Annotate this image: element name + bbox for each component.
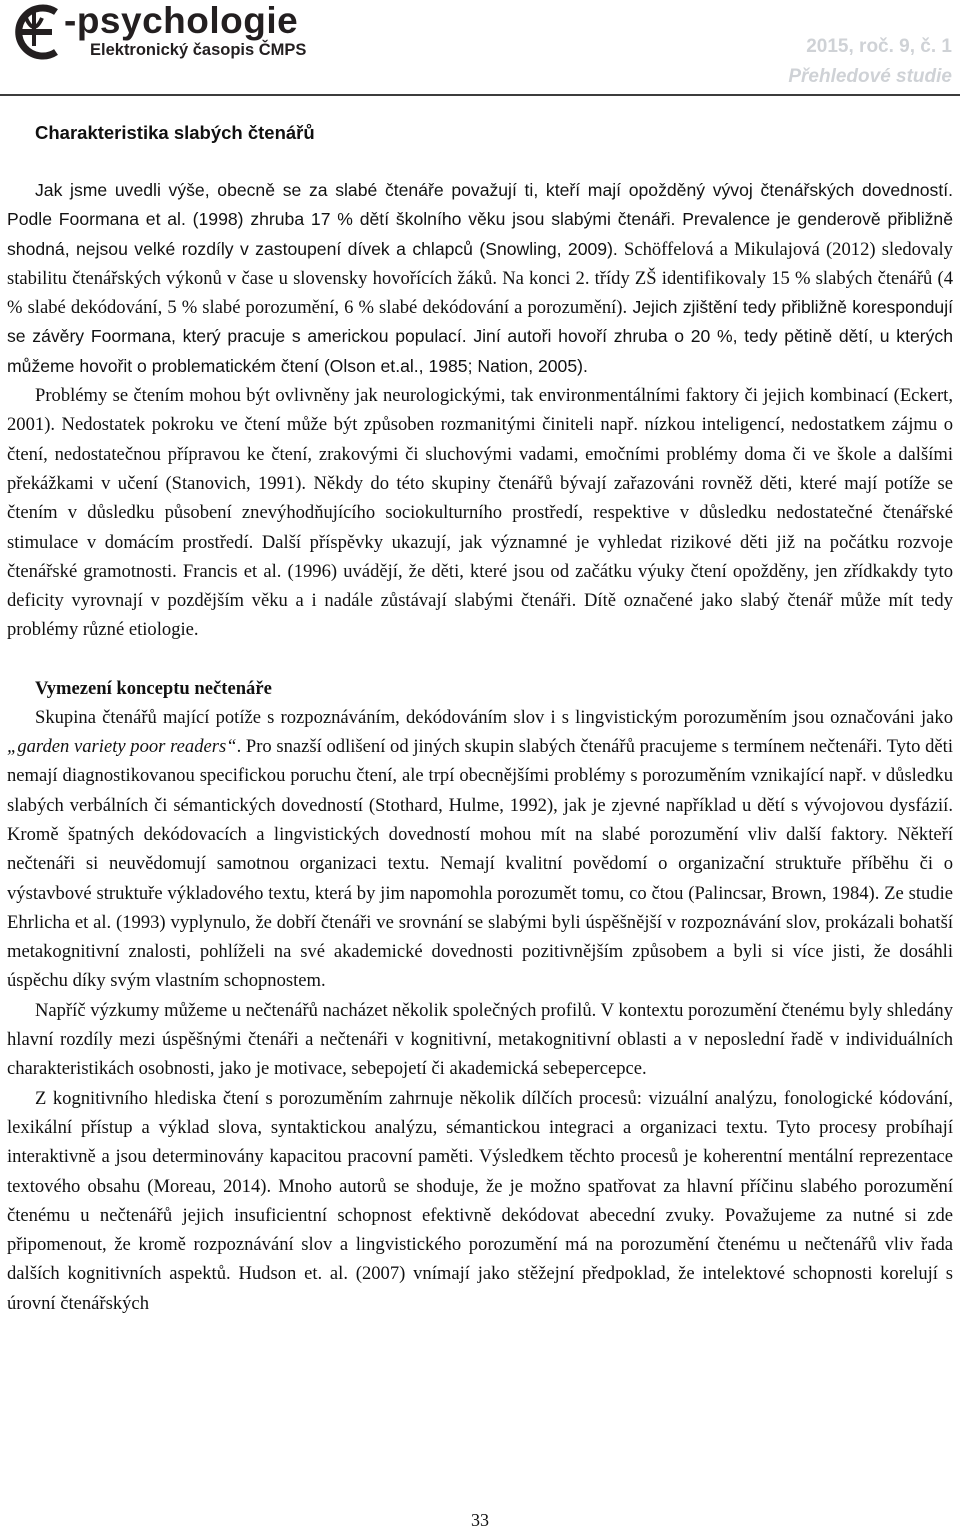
header-divider (0, 94, 960, 96)
section-spacer (7, 645, 953, 674)
psi-logo-icon (4, 2, 64, 62)
paragraph-causes: Problémy se čtením mohou být ovlivněny jak neurologickými, tak environmentálními faktory či jejich kombinací (Eckert, 2001). Nedostatek pokroku ve čtení může být způsoben rozmanitými činiteli např. nízkou inteligencí, nedostatkem zájmu o čtení, nedostatečnou přípravou ke čtení, zrakovými či sluchovými vadami, emočními problémy doma či ve škole a dalšími překážkami v učení (Stanovich, 1991). Někdy do této skupiny čtenářů bývají zařazováni rovněž děti, které mají potíže se čtením v důsledku působení znevýhodňujícího sociokulturního prostředí, respektive v důsledku nedostatečné čtenářské stimulace v domácím prostředí. Další příspěvky ukazují, jak významné je vyhledat rizikové děti již na počátku rozvoje čtenářské gramotnosti. Francis et al. (1996) uvádějí, že děti, které jsou od začátku výuky čtení opožděny, jen zřídkakdy tyto deficity vyrovnají v pozdějším věku a i nadále zůstávají slabými čtenáři. Dítě označené jako slabý čtenář může mít tedy problémy různé etiologie. (7, 385, 953, 641)
section-heading-weak-readers: Charakteristika slabých čtenářů (35, 122, 315, 143)
page-number: 33 (471, 1510, 489, 1530)
section-heading-non-readers: Vymezení konceptu nečtenáře (35, 677, 272, 699)
paragraph-garden-variety-part2: . Pro snazší odlišení od jiných skupin slabých čtenářů pracujeme s termínem nečtenáři. Tyto děti nemají diagnostikovanou specifickou poruchu čtení, ale trpí obecnějšími problémy s porozuměním vznikající např. v důsledku slabých verbálních či sémantických dovedností (Stothard, Hulme, 1992), jak je zjevné například u dětí s vývojovou dysfázií. Kromě špatných dekódovacích a lingvistických dovedností mohou mít na slabé porozumění vliv další faktory. Někteří nečtenáři si neuvědomují samotnou organizaci textu. Nemají kvalitní povědomí o organizační struktuře příběhu či o výstavbové struktuře výkladového textu, která by jim napomohla porozumět tomu, co čtou (Palincsar, Brown, 1984). Ze studie Ehrlicha et al. (1993) vyplynulo, že dobří čtenáři ve srovnání se slabými byli úspěšnější v rozpoznávání slov, prokázali bohatší metakognitivní znalosti, pohlíželi na své akademické dovednosti pozitivnějším způsobem a byli si více jisti, že dosáhli úspěchu díky svým vlastním schopnostem. (7, 736, 953, 992)
paragraph-garden-variety-part1: Skupina čtenářů mající potíže s rozpoznáváním, dekódováním slov i s lingvistickým porozuměním jsou označováni jako (35, 706, 953, 728)
journal-header (0, 0, 960, 100)
paragraph-prevalence-part3: Jejich zjištění tedy přibližně korespondují se závěry Foormana, který pracuje s americkou populací. Jiní autoři hovoří zhruba o 20 %, tedy pětině dětí, u kterých můžeme hovořit o problematickém čtení (Olson et.al., 1985; Nation, 2005). (7, 297, 953, 376)
logo-title: -psychologie (64, 0, 299, 41)
issue-label: 2015, roč. 9, č. 1 (806, 36, 952, 57)
logo-subtitle: Elektronický časopis ČMPS (90, 41, 307, 59)
paragraph-prevalence-part1: Jak jsme uvedli výše, obecně se za slabé čtenáře považují ti, kteří mají opožděný vývoj čtenářských dovedností. Podle Foormana et al. (1998) zhruba 17 % dětí školního věku jsou slabými čtenáři. Prevalence je genderově přibližně shodná, nejsou velké rozdíly v zastoupení dívek a chlapců (Snowling, 2009). (7, 180, 953, 259)
article-body (7, 118, 953, 1318)
paragraph-prevalence-part2: Schöffelová a Mikulajová (2012) sledovaly stabilitu čtenářských výkonů v čase u slovensky hovořících žáků. Na konci 2. třídy ZŠ identifikovaly 15 % slabých čtenářů (4 % slabé dekódování, 5 % slabé porozumění, 6 % slabé dekódování a porozumění). (7, 238, 953, 319)
journal-logo (4, 2, 364, 64)
garden-variety-term: „garden variety poor readers“ (7, 736, 237, 758)
paragraph-cognitive: Z kognitivního hlediska čtení s porozuměním zahrnuje několik dílčích procesů: vizuální analýzu, fonologické kódování, lexikální přístup a výklad slova, syntaktickou analýzu, sémantickou integraci a organizaci textu. Tyto procesy probíhají interaktivně a jsou determinovány kapacitou pracovní paměti. Výsledkem těchto procesů je koherentní mentální reprezentace textového obsahu (Moreau, 2014). Mnoho autorů se shoduje, že je možno spatřovat za hlavní příčinu slabého porozumění čtenému u nečtenářů jejich insuficientní schopnost efektivně dekódovat abecední zvuky. Považujeme za nutné si zde připomenout, že kromě rozpoznávání slov a lingvistického porozumění má na porozumění čtenému u nečtenářů vliv řada dalších kognitivních aspektů. Hudson et. al. (2007) vnímají jako stěžejní předpoklad, že intelektové schopnosti korelují s úrovní čtenářských (7, 1087, 953, 1314)
category-label: Přehledové studie (788, 66, 952, 87)
paragraph-prevalence (7, 176, 953, 381)
paragraph-garden-variety (7, 703, 953, 996)
paragraph-profiles: Napříč výzkumy můžeme u nečtenářů nacházet několik společných profilů. V kontextu porozumění čtenému byly shledány hlavní rozdíly mezi úspěšnými čtenáři a nečtenáři v kognitivní, metakognitivní oblasti a v neposlední řadě v individuálních charakteristikách osobnosti, jako je motivace, sebepojetí či akademická sebepercepce. (7, 999, 953, 1080)
